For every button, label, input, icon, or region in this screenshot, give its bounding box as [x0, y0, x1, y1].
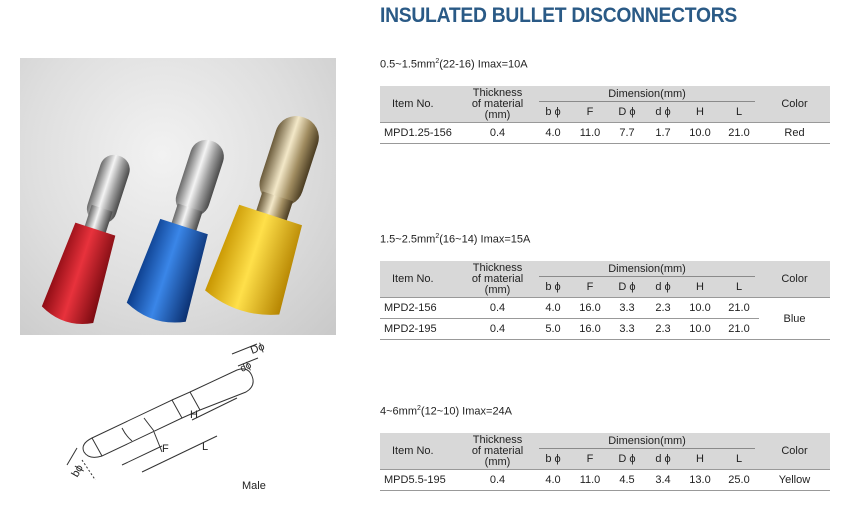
spec-line-2: $1.5\sim 2.5mm^2(16\sim 14)$ Imax=15A	[380, 233, 531, 246]
col-header-thickness: Thickness of material (mm)	[460, 433, 535, 470]
bullet-connectors-illustration	[20, 58, 336, 335]
col-header-L: L	[719, 277, 759, 298]
col-header-dimension: Dimension(mm)	[535, 433, 759, 449]
dim-label-F: F	[162, 443, 169, 455]
col-header-b: b ϕ	[535, 449, 571, 470]
col-header-D: D ϕ	[609, 277, 645, 298]
col-header-D: D ϕ	[609, 102, 645, 123]
spec-table-3	[380, 433, 830, 491]
col-header-color: Color	[759, 433, 830, 470]
dim-label-L: L	[202, 441, 209, 453]
col-header-D: D ϕ	[609, 449, 645, 470]
col-header-d: d ϕ	[645, 102, 681, 123]
page-title: INSULATED BULLET DISCONNECTORS	[380, 4, 738, 27]
col-header-dimension: Dimension(mm)	[535, 86, 759, 102]
table-row: MPD5.5-195 0.4 4.0 11.0 4.5 3.4 13.0 25.0 Yellow	[380, 470, 830, 491]
dim-label-D: Dϕ	[248, 340, 267, 357]
col-header-thickness: Thickness of material (mm)	[460, 261, 535, 298]
spec-line-3: $4\sim 6mm^2(12\sim 10)$ Imax=24A	[380, 405, 513, 418]
col-header-item: Item No.	[380, 86, 460, 123]
dim-label-H: H	[190, 409, 198, 421]
col-header-F: F	[571, 277, 609, 298]
spec-line-1: $0.5\sim 1.5mm^2(22-16)$ Imax=10A	[380, 58, 528, 71]
spec-table-2	[380, 261, 830, 340]
drawing-caption: Male	[242, 480, 266, 492]
col-header-b: b ϕ	[535, 102, 571, 123]
col-header-b: b ϕ	[535, 277, 571, 298]
yellow-connector	[203, 105, 336, 322]
col-header-F: F	[571, 102, 609, 123]
col-header-d: d ϕ	[645, 449, 681, 470]
col-header-item: Item No.	[380, 433, 460, 470]
col-header-color: Color	[759, 261, 830, 298]
col-header-H: H	[681, 277, 719, 298]
col-header-item: Item No.	[380, 261, 460, 298]
col-header-L: L	[719, 102, 759, 123]
technical-drawing	[62, 340, 292, 480]
col-header-H: H	[681, 102, 719, 123]
dim-label-d: dϕ	[238, 360, 254, 375]
col-header-thickness: Thickness of material (mm)	[460, 86, 535, 123]
product-photo	[20, 58, 336, 335]
table-row: MPD1.25-156 0.4 4.0 11.0 7.7 1.7 10.0 21.0 Red	[380, 123, 830, 144]
spec-table-1	[380, 86, 830, 144]
col-header-d: d ϕ	[645, 277, 681, 298]
col-header-H: H	[681, 449, 719, 470]
table-row: MPD2-156 0.4 4.0 16.0 3.3 2.3 10.0 21.0 Blue	[380, 298, 830, 319]
col-header-L: L	[719, 449, 759, 470]
col-header-color: Color	[759, 86, 830, 123]
col-header-F: F	[571, 449, 609, 470]
table-row: MPD2-195 0.4 5.0 16.0 3.3 2.3 10.0 21.0	[380, 319, 830, 340]
dim-label-b: bϕ	[69, 462, 86, 480]
col-header-dimension: Dimension(mm)	[535, 261, 759, 277]
